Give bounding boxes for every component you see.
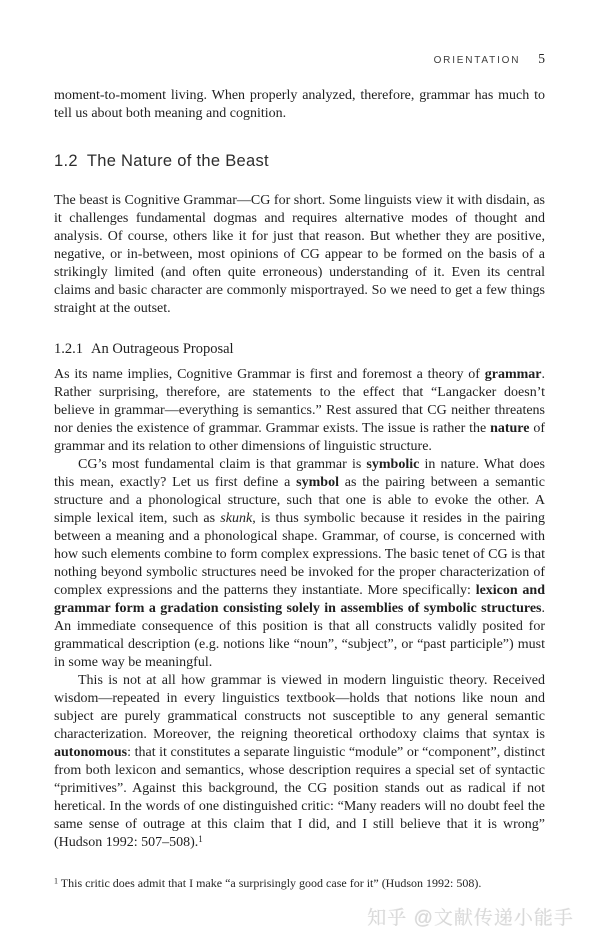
running-header bbox=[54, 50, 545, 68]
footnote: $^1$ This critic does admit that I make “a surprisingly good case for it” (Hudson 1992: 508). bbox=[54, 876, 482, 890]
watermark: 知乎 @文献传递小能手 bbox=[367, 908, 574, 929]
section-title: The Nature of the Beast bbox=[86, 152, 269, 170]
section-number: 1.2 bbox=[54, 152, 78, 170]
paragraph-continuation: moment-to-moment living. When properly analyzed, therefore, grammar has much to tell us about both meaning and cognition. bbox=[54, 88, 545, 121]
page-number: 5 bbox=[538, 51, 545, 66]
paragraph-outrageous-2: CG’s most fundamental claim is that grammar is symbolic in nature. What does this mean, exactly? Let us first define a symbol as the pairing between a semantic structure and a phonological structure, such that one is able to evoke the other. A simple lexical item, such as skunk, is thus symbolic because it resides in the pairing between a meaning and a phonological shape. Grammar, of course, is concerned with how such elements combine to form complex expressions. The basic tenet of CG is that nothing beyond symbolic structures need be invoked for the proper characterization of complex expressions and the patterns they instantiate. More specifically: lexicon and grammar form a gradation consisting solely in assemblies of symbolic structures. An immediate consequence of this position is that all constructs validly posited for grammatical description (e.g. notions like “noun”, “subject”, or “past participle”) must in some way be meaningful. bbox=[54, 457, 545, 670]
paragraph-beast: The beast is Cognitive Grammar—CG for short. Some linguists view it with disdain, as it challenges fundamental dogmas and requires alternative modes of thought and analysis. Of course, others like it for just that reason. But whether they are positive, negative, or in-between, most opinions of CG appear to be formed on the basis of a strikingly limited (and often quite erroneous) understanding of it. Even its central claims and basic character are commonly misportrayed. So we need to get a few things straight at the outset. bbox=[54, 193, 545, 316]
running-title: ORIENTATION bbox=[433, 55, 521, 66]
subsection-title: An Outrageous Proposal bbox=[91, 341, 234, 357]
subsection-number: 1.2.1 bbox=[54, 341, 83, 357]
paragraph-outrageous-3: This is not at all how grammar is viewed in modern linguistic theory. Received wisdom—repeated in every linguistics textbook—holds that notions like noun and subject are purely grammatical constructs not susceptible to any general semantic characterization. Moreover, the reigning theoretical orthodoxy claims that syntax is autonomous: that it constitutes a separate linguistic “module” or “component”, distinct from both lexicon and semantics, whose description requires a special set of syntactic “primitives”. Against this background, the CG position stands out as radical if not heretical. In the words of one distinguished critic: “Many readers will no doubt feel the same sense of outrage at this claim that I did, and I still believe that it is wrong” (Hudson 1992: 507–508).$^1$ bbox=[54, 673, 545, 850]
subsection-heading bbox=[54, 340, 545, 358]
paragraph-outrageous-1: As its name implies, Cognitive Grammar is first and foremost a theory of grammar. Rather surprising, therefore, are statements to the effect that “Langacker doesn’t believe in grammar—everything is semantics.” Rest assured that CG neither threatens nor denies the existence of grammar. Grammar exists. The issue is rather the nature of grammar and its relation to other dimensions of linguistic structure. bbox=[54, 367, 545, 454]
section-heading bbox=[54, 151, 545, 171]
page-content bbox=[54, 87, 545, 852]
